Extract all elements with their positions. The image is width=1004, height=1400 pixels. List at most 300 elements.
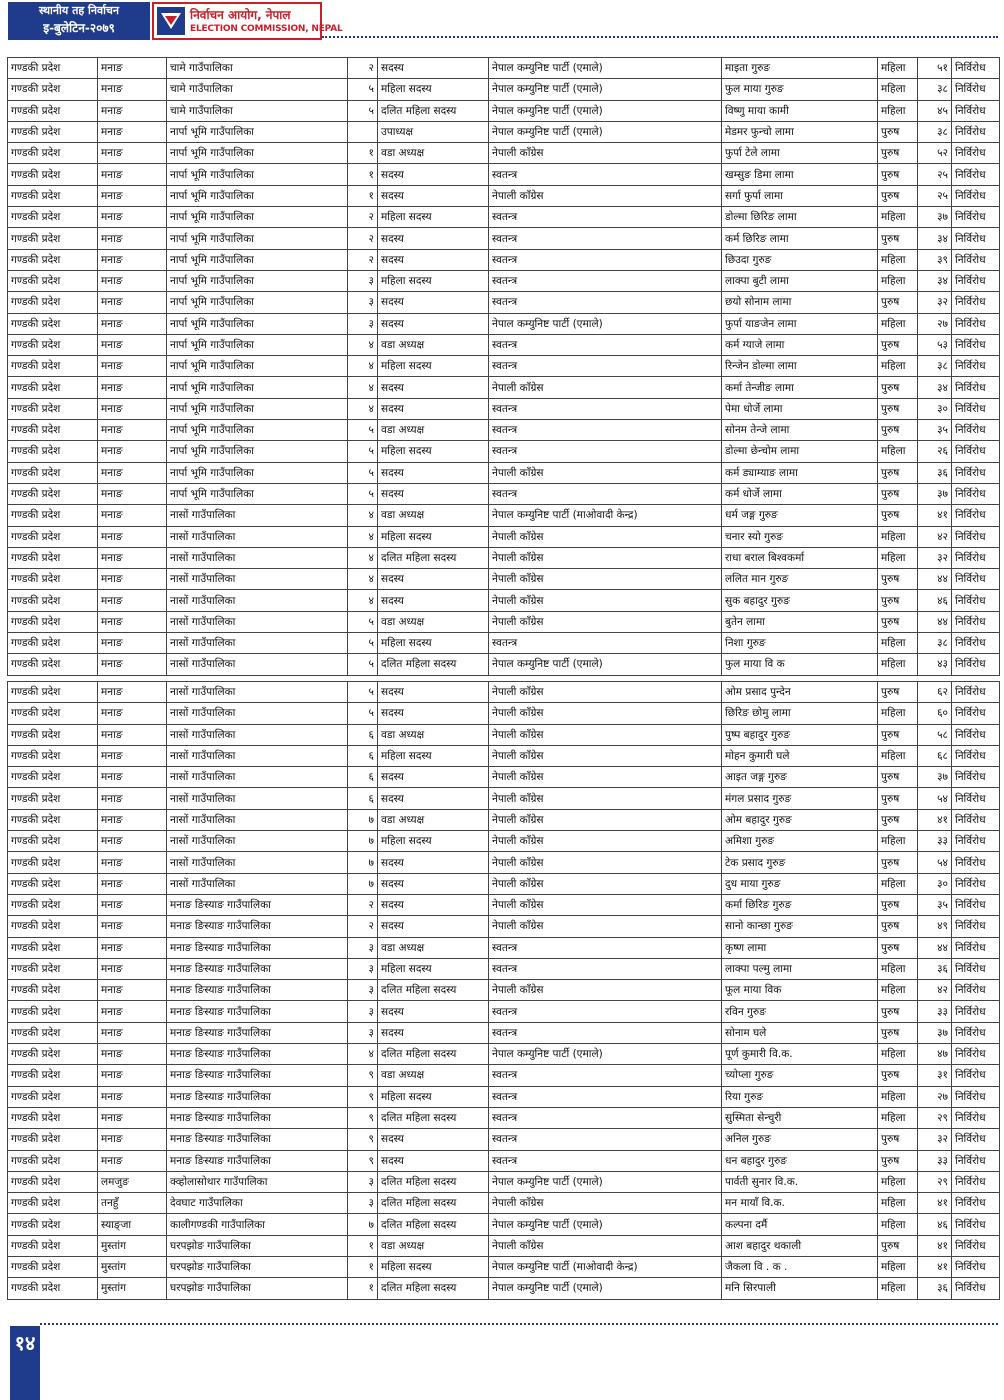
table-row	[8, 164, 1000, 185]
cell-age: ५४	[918, 852, 952, 873]
cell-result: निर्विरोध	[952, 164, 1000, 185]
cell-local-body: मनाङ ङिस्याङ गाउँपालिका	[167, 1086, 348, 1107]
cell-district: मनाङ	[98, 292, 167, 313]
cell-province: गण्डकी प्रदेश	[8, 505, 98, 526]
cell-local-body: नासों गाउँपालिका	[167, 745, 348, 766]
cell-post: वडा अध्यक्ष	[378, 420, 489, 441]
cell-gender: पुरुष	[878, 682, 918, 703]
cell-age: ४४	[918, 569, 952, 590]
cell-party: स्वतन्त्र	[489, 228, 722, 249]
cell-party: नेपाली काँग्रेस	[489, 703, 722, 724]
cell-party: नेपाली काँग्रेस	[489, 590, 722, 611]
cell-post: वडा अध्यक्ष	[378, 809, 489, 830]
table-row	[8, 1171, 1000, 1192]
cell-ward: ९	[348, 1129, 378, 1150]
election-commission-logo-icon	[157, 7, 185, 35]
cell-local-body: मनाङ ङिस्याङ गाउँपालिका	[167, 1107, 348, 1128]
cell-post: महिला सदस्य	[378, 441, 489, 462]
cell-district: मनाङ	[98, 654, 167, 675]
cell-local-body: नार्पा भूमि गाउँपालिका	[167, 249, 348, 270]
cell-result: निर्विरोध	[952, 1235, 1000, 1256]
cell-party: नेपाली काँग्रेस	[489, 682, 722, 703]
cell-result: निर्विरोध	[952, 547, 1000, 568]
cell-candidate-name: धर्म जङ्ग गुरुङ	[722, 505, 878, 526]
cell-gender: महिला	[878, 1278, 918, 1299]
cell-province: गण्डकी प्रदेश	[8, 1171, 98, 1192]
cell-age: ३२	[918, 547, 952, 568]
results-table-top	[7, 57, 1000, 676]
cell-ward: २	[348, 894, 378, 915]
cell-post: वडा अध्यक्ष	[378, 1235, 489, 1256]
cell-party: नेपाली काँग्रेस	[489, 767, 722, 788]
cell-district: मनाङ	[98, 831, 167, 852]
cell-gender: महिला	[878, 1171, 918, 1192]
cell-district: मनाङ	[98, 958, 167, 979]
cell-province: गण्डकी प्रदेश	[8, 654, 98, 675]
cell-candidate-name: खम्सुङ डिमा लामा	[722, 164, 878, 185]
cell-candidate-name: सानो कान्छा गुरुङ	[722, 916, 878, 937]
cell-age: ३५	[918, 894, 952, 915]
table-row	[8, 1214, 1000, 1235]
table-row	[8, 1001, 1000, 1022]
cell-result: निर्विरोध	[952, 420, 1000, 441]
cell-party: नेपाल कम्युनिष्ट पार्टी (एमाले)	[489, 1278, 722, 1299]
cell-local-body: मनाङ ङिस्याङ गाउँपालिका	[167, 1065, 348, 1086]
cell-ward: ४	[348, 356, 378, 377]
cell-post: वडा अध्यक्ष	[378, 505, 489, 526]
cell-candidate-name: फुर्पा याङजेन लामा	[722, 313, 878, 334]
cell-district: स्याङ्‍जा	[98, 1214, 167, 1235]
cell-gender: महिला	[878, 249, 918, 270]
cell-ward: १	[348, 1257, 378, 1278]
cell-ward: ६	[348, 788, 378, 809]
cell-age: २७	[918, 313, 952, 334]
cell-result: निर्विरोध	[952, 143, 1000, 164]
cell-candidate-name: बुतेन लामा	[722, 611, 878, 632]
cell-party: स्वतन्त्र	[489, 1022, 722, 1043]
footer-divider	[40, 1323, 998, 1325]
cell-result: निर्विरोध	[952, 505, 1000, 526]
cell-local-body: नार्पा भूमि गाउँपालिका	[167, 441, 348, 462]
cell-result: निर्विरोध	[952, 483, 1000, 504]
cell-post: सदस्य	[378, 788, 489, 809]
cell-age: २९	[918, 1107, 952, 1128]
cell-result: निर्विरोध	[952, 462, 1000, 483]
cell-local-body: नार्पा भूमि गाउँपालिका	[167, 185, 348, 206]
cell-result: निर्विरोध	[952, 569, 1000, 590]
cell-gender: महिला	[878, 207, 918, 228]
cell-post: महिला सदस्य	[378, 1257, 489, 1278]
cell-age: ५२	[918, 143, 952, 164]
cell-province: गण्डकी प्रदेश	[8, 1257, 98, 1278]
cell-district: मनाङ	[98, 228, 167, 249]
cell-local-body: नासों गाउँपालिका	[167, 569, 348, 590]
cell-result: निर्विरोध	[952, 398, 1000, 419]
cell-province: गण्डकी प्रदेश	[8, 1044, 98, 1065]
cell-party: स्वतन्त्र	[489, 334, 722, 355]
table-row	[8, 958, 1000, 979]
cell-candidate-name: सर्गा फुर्पा लामा	[722, 185, 878, 206]
table-row	[8, 1193, 1000, 1214]
cell-province: गण्डकी प्रदेश	[8, 633, 98, 654]
cell-ward: २	[348, 207, 378, 228]
cell-post: वडा अध्यक्ष	[378, 1065, 489, 1086]
cell-post: वडा अध्यक्ष	[378, 334, 489, 355]
cell-party: स्वतन्त्र	[489, 356, 722, 377]
cell-age: ४१	[918, 1235, 952, 1256]
cell-ward: ३	[348, 313, 378, 334]
cell-post: सदस्य	[378, 569, 489, 590]
cell-gender: पुरुष	[878, 724, 918, 745]
cell-province: गण्डकी प्रदेश	[8, 313, 98, 334]
cell-province: गण्डकी प्रदेश	[8, 270, 98, 291]
table-row	[8, 100, 1000, 121]
cell-party: नेपाली काँग्रेस	[489, 569, 722, 590]
cell-province: गण्डकी प्रदेश	[8, 420, 98, 441]
cell-party: नेपाली काँग्रेस	[489, 377, 722, 398]
table-row	[8, 462, 1000, 483]
cell-ward: १	[348, 185, 378, 206]
cell-result: निर्विरोध	[952, 292, 1000, 313]
cell-result: निर्विरोध	[952, 894, 1000, 915]
cell-local-body: नासों गाउँपालिका	[167, 654, 348, 675]
cell-post: सदस्य	[378, 483, 489, 504]
cell-party: नेपाली काँग्रेस	[489, 547, 722, 568]
cell-party: नेपाली काँग्रेस	[489, 611, 722, 632]
cell-district: मनाङ	[98, 547, 167, 568]
cell-candidate-name: डोल्मा छेन्चोम लामा	[722, 441, 878, 462]
cell-local-body: नार्पा भूमि गाउँपालिका	[167, 164, 348, 185]
cell-ward: १	[348, 143, 378, 164]
cell-gender: पुरुष	[878, 809, 918, 830]
cell-age: ३४	[918, 377, 952, 398]
cell-province: गण्डकी प्रदेश	[8, 207, 98, 228]
cell-age: २९	[918, 1171, 952, 1192]
cell-ward: २	[348, 249, 378, 270]
cell-post: सदस्य	[378, 767, 489, 788]
table-row	[8, 916, 1000, 937]
cell-local-body: नार्पा भूमि गाउँपालिका	[167, 377, 348, 398]
cell-district: मनाङ	[98, 420, 167, 441]
cell-province: गण्डकी प्रदेश	[8, 334, 98, 355]
table-row	[8, 590, 1000, 611]
cell-result: निर्विरोध	[952, 228, 1000, 249]
cell-ward: ४	[348, 1044, 378, 1065]
cell-gender: पुरुष	[878, 185, 918, 206]
cell-age: ३६	[918, 462, 952, 483]
cell-district: मनाङ	[98, 1086, 167, 1107]
cell-local-body: मनाङ ङिस्याङ गाउँपालिका	[167, 1129, 348, 1150]
cell-post: महिला सदस्य	[378, 633, 489, 654]
cell-party: नेपाल कम्युनिष्ट पार्टी (माओवादी केन्द्र)	[489, 505, 722, 526]
cell-party: नेपाल कम्युनिष्ट पार्टी (एमाले)	[489, 58, 722, 79]
cell-local-body: नासों गाउँपालिका	[167, 852, 348, 873]
cell-gender: महिला	[878, 633, 918, 654]
cell-gender: पुरुष	[878, 377, 918, 398]
cell-gender: महिला	[878, 58, 918, 79]
cell-age: ३८	[918, 356, 952, 377]
cell-party: नेपाली काँग्रेस	[489, 143, 722, 164]
cell-result: निर्विरोध	[952, 100, 1000, 121]
table-row	[8, 313, 1000, 334]
cell-gender: पुरुष	[878, 1022, 918, 1043]
cell-province: गण्डकी प्रदेश	[8, 1086, 98, 1107]
cell-gender: महिला	[878, 441, 918, 462]
cell-post: महिला सदस्य	[378, 831, 489, 852]
cell-party: नेपाली काँग्रेस	[489, 852, 722, 873]
cell-age: ४४	[918, 611, 952, 632]
cell-district: मनाङ	[98, 1107, 167, 1128]
table-row	[8, 724, 1000, 745]
cell-party: नेपाली काँग्रेस	[489, 916, 722, 937]
cell-party: नेपाली काँग्रेस	[489, 1193, 722, 1214]
cell-result: निर्विरोध	[952, 1086, 1000, 1107]
cell-candidate-name: ओम बहादुर गुरुङ	[722, 809, 878, 830]
cell-candidate-name: सुक बहादुर गुरुङ	[722, 590, 878, 611]
table-row	[8, 121, 1000, 142]
cell-age: २६	[918, 441, 952, 462]
cell-district: मनाङ	[98, 505, 167, 526]
cell-province: गण्डकी प्रदेश	[8, 249, 98, 270]
cell-local-body: नार्पा भूमि गाउँपालिका	[167, 420, 348, 441]
cell-local-body: नासों गाउँपालिका	[167, 873, 348, 894]
cell-province: गण्डकी प्रदेश	[8, 1214, 98, 1235]
cell-local-body: नासों गाउँपालिका	[167, 809, 348, 830]
cell-gender: महिला	[878, 958, 918, 979]
cell-result: निर्विरोध	[952, 185, 1000, 206]
table-row	[8, 377, 1000, 398]
cell-district: मनाङ	[98, 334, 167, 355]
cell-party: नेपाली काँग्रेस	[489, 788, 722, 809]
table-row	[8, 398, 1000, 419]
cell-ward: ३	[348, 270, 378, 291]
cell-post: सदस्य	[378, 462, 489, 483]
cell-candidate-name: मनि सिरपाली	[722, 1278, 878, 1299]
cell-result: निर्विरोध	[952, 1044, 1000, 1065]
cell-gender: महिला	[878, 745, 918, 766]
cell-candidate-name: सोनाम घले	[722, 1022, 878, 1043]
cell-party: नेपाली काँग्रेस	[489, 526, 722, 547]
cell-result: निर्विरोध	[952, 1257, 1000, 1278]
cell-age: ६८	[918, 745, 952, 766]
cell-gender: पुरुष	[878, 767, 918, 788]
cell-local-body: नासों गाउँपालिका	[167, 547, 348, 568]
cell-province: गण्डकी प्रदेश	[8, 590, 98, 611]
cell-post: सदस्य	[378, 703, 489, 724]
table-row	[8, 228, 1000, 249]
cell-candidate-name: जैकला वि . क .	[722, 1257, 878, 1278]
table-row	[8, 633, 1000, 654]
cell-post: दलित महिला सदस्य	[378, 654, 489, 675]
cell-gender: महिला	[878, 79, 918, 100]
cell-age: ४६	[918, 1214, 952, 1235]
cell-candidate-name: चनार स्यो गुरुङ	[722, 526, 878, 547]
cell-local-body: नार्पा भूमि गाउँपालिका	[167, 292, 348, 313]
cell-province: गण्डकी प्रदेश	[8, 1193, 98, 1214]
cell-local-body: मनाङ ङिस्याङ गाउँपालिका	[167, 1150, 348, 1171]
cell-candidate-name: छिउदा गुरुङ	[722, 249, 878, 270]
cell-age: ३१	[918, 1065, 952, 1086]
cell-party: स्वतन्त्र	[489, 1129, 722, 1150]
cell-age: ५३	[918, 334, 952, 355]
cell-candidate-name: अमिशा गुरुङ	[722, 831, 878, 852]
table-row	[8, 852, 1000, 873]
cell-district: मनाङ	[98, 569, 167, 590]
cell-candidate-name: लाक्पा पल्मु लामा	[722, 958, 878, 979]
cell-party: स्वतन्त्र	[489, 1001, 722, 1022]
cell-province: गण्डकी प्रदेश	[8, 292, 98, 313]
cell-post: वडा अध्यक्ष	[378, 937, 489, 958]
cell-party: नेपाल कम्युनिष्ट पार्टी (एमाले)	[489, 313, 722, 334]
cell-result: निर्विरोध	[952, 1107, 1000, 1128]
cell-ward: ५	[348, 654, 378, 675]
cell-gender: पुरुष	[878, 292, 918, 313]
cell-province: गण्डकी प्रदेश	[8, 831, 98, 852]
table-row	[8, 185, 1000, 206]
table-row	[8, 788, 1000, 809]
cell-candidate-name: कर्मा छिरिङ गुरुङ	[722, 894, 878, 915]
cell-district: मनाङ	[98, 788, 167, 809]
cell-party: नेपाल कम्युनिष्ट पार्टी (माओवादी केन्द्र)	[489, 1257, 722, 1278]
cell-ward: ४	[348, 547, 378, 568]
cell-local-body: नासों गाउँपालिका	[167, 590, 348, 611]
cell-candidate-name: छयो सोनाम लामा	[722, 292, 878, 313]
cell-post: सदस्य	[378, 377, 489, 398]
cell-result: निर्विरोध	[952, 767, 1000, 788]
table-row	[8, 505, 1000, 526]
cell-age: ४६	[918, 590, 952, 611]
cell-result: निर्विरोध	[952, 1171, 1000, 1192]
cell-party: स्वतन्त्र	[489, 1065, 722, 1086]
cell-post: महिला सदस्य	[378, 1086, 489, 1107]
cell-local-body: नार्पा भूमि गाउँपालिका	[167, 483, 348, 504]
cell-province: गण्डकी प्रदेश	[8, 121, 98, 142]
cell-local-body: कालीगण्डकी गाउँपालिका	[167, 1214, 348, 1235]
cell-ward: ४	[348, 334, 378, 355]
cell-district: मनाङ	[98, 249, 167, 270]
cell-gender: पुरुष	[878, 937, 918, 958]
cell-province: गण्डकी प्रदेश	[8, 611, 98, 632]
table-row	[8, 937, 1000, 958]
cell-gender: पुरुष	[878, 788, 918, 809]
cell-post: दलित महिला सदस्य	[378, 1107, 489, 1128]
cell-local-body: देवघाट गाउँपालिका	[167, 1193, 348, 1214]
table-row	[8, 809, 1000, 830]
cell-party: स्वतन्त्र	[489, 441, 722, 462]
cell-age: ३३	[918, 831, 952, 852]
results-table-bottom	[7, 681, 1000, 1300]
cell-district: मनाङ	[98, 1150, 167, 1171]
cell-gender: महिला	[878, 1214, 918, 1235]
cell-candidate-name: सुस्मिता सेन्चुरी	[722, 1107, 878, 1128]
cell-ward: ३	[348, 1001, 378, 1022]
cell-province: गण्डकी प्रदेश	[8, 894, 98, 915]
table-row	[8, 249, 1000, 270]
cell-post: सदस्य	[378, 185, 489, 206]
cell-gender: महिला	[878, 831, 918, 852]
cell-post: सदस्य	[378, 1129, 489, 1150]
cell-party: स्वतन्त्र	[489, 483, 722, 504]
cell-age: ४४	[918, 937, 952, 958]
cell-local-body: नार्पा भूमि गाउँपालिका	[167, 121, 348, 142]
cell-post: सदस्य	[378, 313, 489, 334]
cell-party: नेपाल कम्युनिष्ट पार्टी (एमाले)	[489, 1171, 722, 1192]
cell-province: गण्डकी प्रदेश	[8, 809, 98, 830]
cell-ward: ५	[348, 420, 378, 441]
table-row	[8, 894, 1000, 915]
cell-result: निर्विरोध	[952, 1129, 1000, 1150]
cell-local-body: नार्पा भूमि गाउँपालिका	[167, 356, 348, 377]
cell-post: दलित महिला सदस्य	[378, 1214, 489, 1235]
commission-name-en: ELECTION COMMISSION, NEPAL	[190, 24, 343, 34]
cell-ward: ९	[348, 1086, 378, 1107]
cell-result: निर्विरोध	[952, 207, 1000, 228]
table-row	[8, 1022, 1000, 1043]
cell-candidate-name: फुल माया वि क	[722, 654, 878, 675]
cell-result: निर्विरोध	[952, 526, 1000, 547]
cell-age: ३७	[918, 1022, 952, 1043]
cell-ward: ३	[348, 980, 378, 1001]
cell-party: नेपाल कम्युनिष्ट पार्टी (एमाले)	[489, 654, 722, 675]
cell-age: ३३	[918, 1001, 952, 1022]
cell-candidate-name: कल्पना दर्मै	[722, 1214, 878, 1235]
cell-province: गण्डकी प्रदेश	[8, 58, 98, 79]
cell-local-body: मनाङ ङिस्याङ गाउँपालिका	[167, 958, 348, 979]
results-table-top-body	[8, 58, 1000, 676]
cell-gender: पुरुष	[878, 462, 918, 483]
table-row	[8, 682, 1000, 703]
cell-gender: पुरुष	[878, 483, 918, 504]
cell-candidate-name: माइता गुरुङ	[722, 58, 878, 79]
cell-local-body: नार्पा भूमि गाउँपालिका	[167, 462, 348, 483]
cell-district: मनाङ	[98, 58, 167, 79]
cell-ward: ९	[348, 1107, 378, 1128]
cell-gender: पुरुष	[878, 334, 918, 355]
cell-gender: पुरुष	[878, 143, 918, 164]
cell-local-body: नासों गाउँपालिका	[167, 526, 348, 547]
cell-province: गण्डकी प्रदेश	[8, 937, 98, 958]
cell-province: गण्डकी प्रदेश	[8, 682, 98, 703]
cell-gender: महिला	[878, 313, 918, 334]
cell-post: सदस्य	[378, 249, 489, 270]
cell-local-body: मनाङ ङिस्याङ गाउँपालिका	[167, 1044, 348, 1065]
cell-ward: १	[348, 1278, 378, 1299]
cell-post: महिला सदस्य	[378, 526, 489, 547]
cell-district: मनाङ	[98, 767, 167, 788]
cell-age: ४१	[918, 809, 952, 830]
cell-post: दलित महिला सदस्य	[378, 1278, 489, 1299]
cell-district: मनाङ	[98, 143, 167, 164]
cell-result: निर्विरोध	[952, 852, 1000, 873]
cell-district: मनाङ	[98, 462, 167, 483]
cell-result: निर्विरोध	[952, 356, 1000, 377]
table-row	[8, 334, 1000, 355]
cell-gender: महिला	[878, 526, 918, 547]
table-row	[8, 980, 1000, 1001]
cell-ward: ५	[348, 703, 378, 724]
cell-party: स्वतन्त्र	[489, 958, 722, 979]
bulletin-badge	[8, 2, 150, 40]
cell-gender: महिला	[878, 1086, 918, 1107]
cell-ward: ४	[348, 505, 378, 526]
cell-age: ५१	[918, 58, 952, 79]
cell-party: नेपाल कम्युनिष्ट पार्टी (एमाले)	[489, 1044, 722, 1065]
cell-district: मनाङ	[98, 121, 167, 142]
cell-candidate-name: रविन गुरुङ	[722, 1001, 878, 1022]
cell-local-body: घरपझोङ गाउँपालिका	[167, 1257, 348, 1278]
cell-party: नेपाली काँग्रेस	[489, 809, 722, 830]
cell-post: महिला सदस्य	[378, 356, 489, 377]
